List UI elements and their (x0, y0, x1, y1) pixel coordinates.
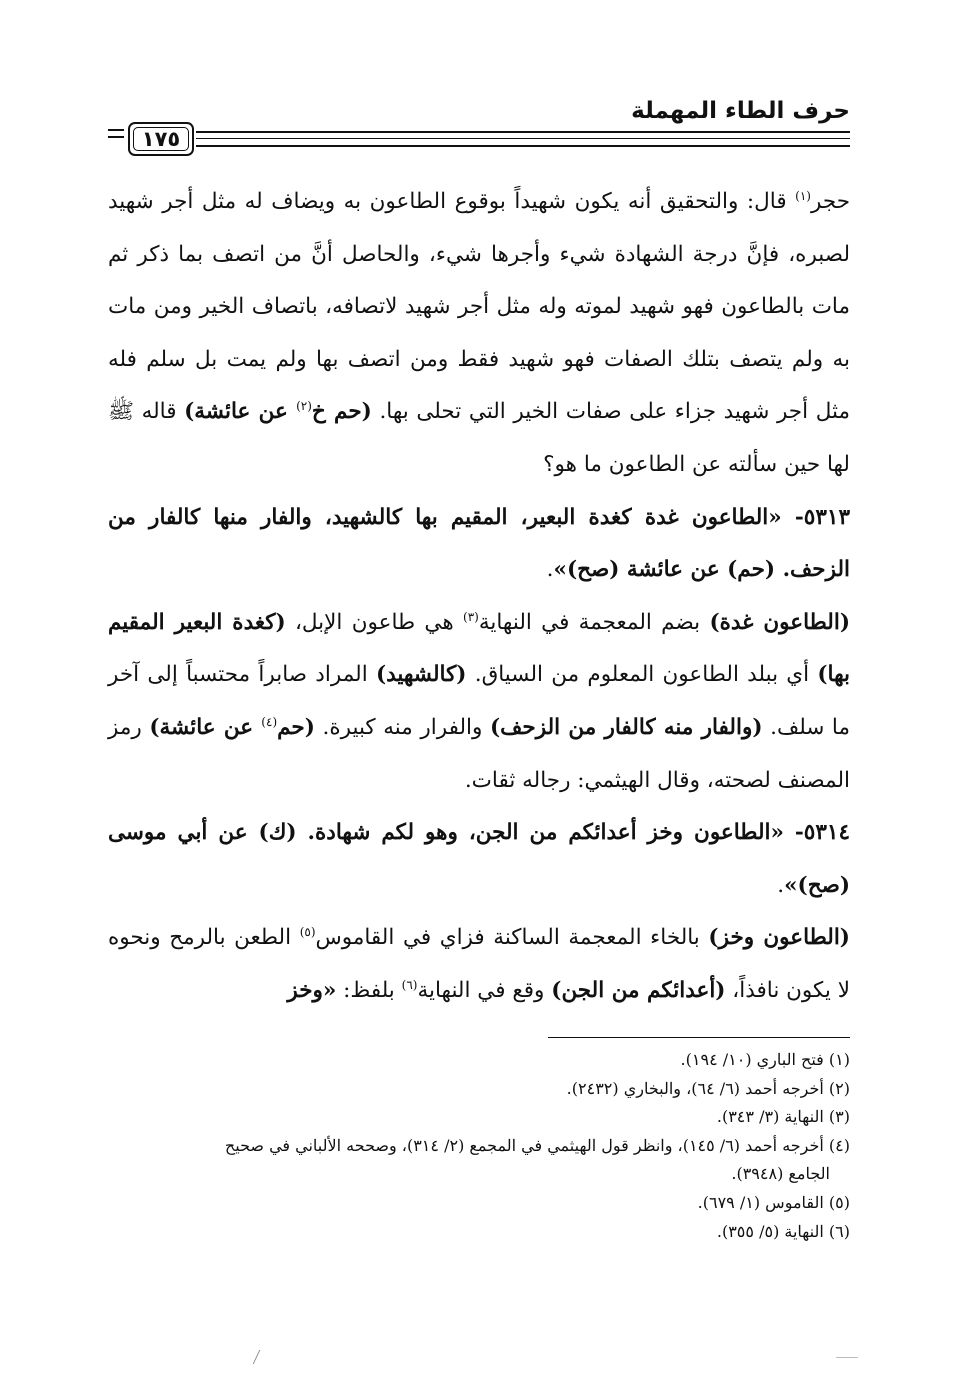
text-run: رمز المصنف لصحته، وقال الهيثمي: رجاله ثقات. (108, 714, 850, 793)
footnote-ref: (٣) (463, 609, 479, 624)
lemma: (كالشهيد) (375, 662, 467, 688)
paragraph-commentary-3 (108, 912, 850, 1017)
text-run: وقع في النهاية (417, 977, 552, 1003)
text-run: الطعن بالرمح ونحوه لا يكون نافذاً، (108, 925, 850, 1003)
running-title: حرف الطاء المهملة (631, 98, 850, 124)
source-citation: (حم خ (311, 399, 372, 425)
hadith-5313 (108, 492, 850, 597)
source-citation: عن عائشة) (184, 399, 297, 425)
text-run: . (777, 872, 785, 898)
paragraph-commentary-1 (108, 176, 850, 492)
lemma: (والفار منه كالفار من الزحف) (489, 714, 763, 740)
paragraph-commentary-2 (108, 597, 850, 807)
quote-start: «وخز (287, 977, 337, 1003)
scan-mark (253, 1350, 267, 1364)
text-run: بضم المعجمة في النهاية (478, 609, 710, 635)
hadith-5314 (108, 807, 850, 912)
footnote-ref: (١) (795, 188, 811, 203)
page-number-text: ١٧٥ (141, 127, 181, 151)
lemma: (الطاعون وخز) (708, 925, 850, 951)
footnote-ref: (٥) (299, 925, 316, 940)
main-text (108, 176, 850, 1018)
text-run: هي طاعون الإبل، (285, 609, 464, 635)
header-rule (196, 138, 850, 139)
footnote-ref: (٤) (261, 714, 278, 729)
header-rule (196, 145, 850, 147)
footnote-2: (٢) أخرجه أحمد (٦/ ٦٤)، والبخاري (٢٤٣٢). (566, 1078, 850, 1098)
lemma: (أعدائكم من الجن) (551, 977, 726, 1003)
text-run: قاله ﷺ لها حين سألته عن الطاعون ما هو؟ (108, 399, 850, 477)
footnote-3: (٣) النهاية (٣/ ٣٤٣). (716, 1107, 850, 1127)
scan-mark (836, 1357, 858, 1358)
footnote-5: (٥) القاموس (١/ ٦٧٩). (697, 1192, 850, 1212)
source-citation: (حم (277, 714, 315, 740)
text-run: بالخاء المعجمة الساكنة فزاي في القاموس (315, 925, 709, 951)
source-citation: عن عائشة) (149, 714, 262, 740)
page-number (128, 122, 194, 156)
footnote-6: (٦) النهاية (٥/ ٣٥٥). (716, 1221, 850, 1241)
text-run: بلفظ: (336, 977, 402, 1003)
text-run: المراد صابراً محتسباً إلى آخر ما سلف. (108, 662, 850, 740)
footnote-1: (١) فتح الباري (١٠/ ١٩٤). (680, 1050, 850, 1069)
footnote-ref: (٦) (401, 977, 418, 992)
footnote-4-continued: الجامع (٣٩٤٨). (731, 1164, 830, 1184)
text-run: قال: والتحقيق أنه يكون شهيداً بوقوع الطاعون به ويضاف له مثل أجر شهيد لصبره، فإنَّ درجة الشهادة شيء وأجرها شيء، والحاصل أنَّ من اتصف بما ذكر ثم مات بالطاعون فهو شهيد لموته وله مثل أجر شهيد لاتصافه، باتصاف الخير ومن مات به ولم يتصف بتلك الصفات فهو شهيد فقط ومن اتصف بها ولم يمت بل سلم فله مثل أجر شهيد جزاء على صفات الخير التي تحلى بها. (108, 189, 850, 425)
lemma: (الطاعون غدة) (709, 609, 850, 635)
hadith-text: ٥٣١٣- «الطاعون غدة كغدة البعير، المقيم بها كالشهيد، والفار منها كالفار من الزحف. (حم) عن عائشة (صح)» (108, 504, 850, 583)
lemma: (كغدة البعير المقيم بها) (108, 609, 850, 688)
footnotes (108, 1046, 850, 1246)
footnote-4: (٤) أخرجه أحمد (٦/ ١٤٥)، وانظر قول الهيثمي في المجمع (٢/ ٣١٤)، وصححه الألباني في صحيح (224, 1135, 850, 1155)
text-run: أي ببلد الطاعون المعلوم من السياق. (466, 662, 818, 688)
hadith-text: ٥٣١٤- «الطاعون وخز أعدائكم من الجن، وهو لكم شهادة. (ك) عن أبي موسى (صح)» (108, 820, 850, 898)
header-rule (196, 131, 850, 133)
page-number-ornament (108, 129, 124, 147)
footnote-ref: (٢) (296, 399, 312, 414)
text-run: والفرار منه كبيرة. (314, 714, 490, 740)
footnote-separator (548, 1037, 850, 1038)
text-run: حجر (810, 189, 850, 214)
text-run: . (546, 557, 554, 583)
